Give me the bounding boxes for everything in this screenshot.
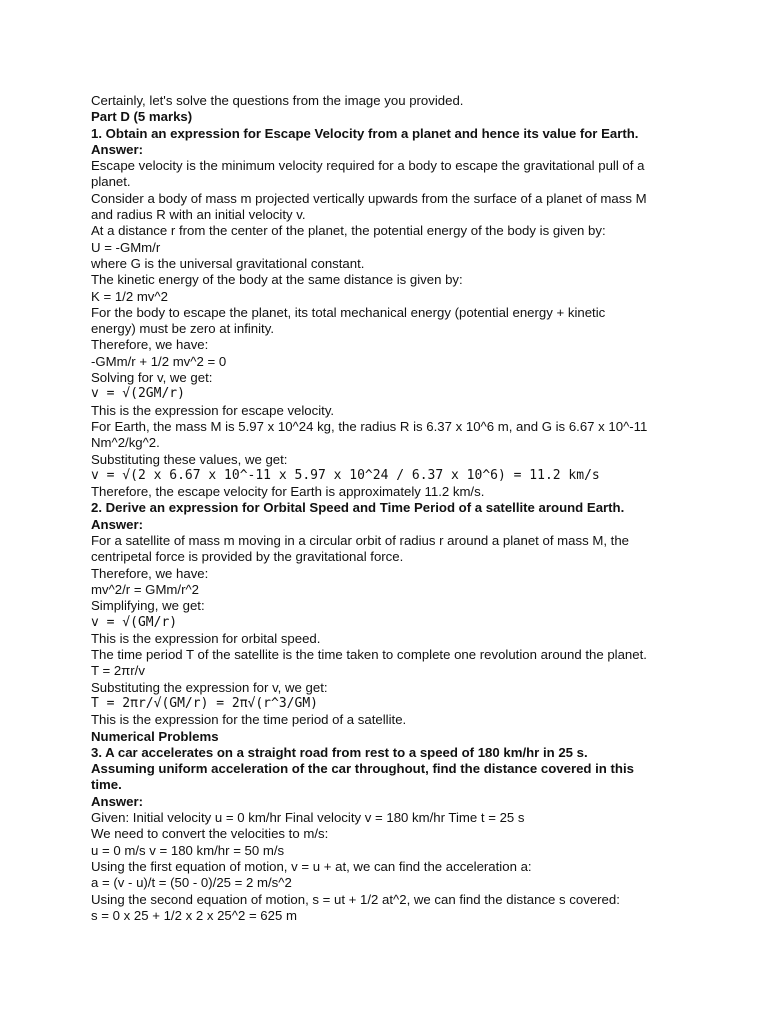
text-line: Certainly, let's solve the questions from the image you provided. xyxy=(91,93,464,108)
text-line: The kinetic energy of the body at the same distance is given by: xyxy=(91,272,463,288)
heading-line: Answer: xyxy=(91,516,144,532)
text-line: Substituting these values, we get: xyxy=(91,451,288,467)
text-line: Therefore, the escape velocity for Earth is approximately 11.2 km/s. xyxy=(91,484,485,500)
text-line: For the body to escape the planet, its total mechanical energy (potential energy + kinetic xyxy=(91,304,606,320)
text-line: Therefore, we have: xyxy=(91,565,209,581)
text-line: This is the expression for orbital speed. xyxy=(91,630,321,646)
text-line: s = 0 x 25 + 1/2 x 2 x 25^2 = 625 m xyxy=(91,907,297,923)
text-line: mv^2/r = GMm/r^2 xyxy=(91,581,199,597)
text-line: This is the expression for escape velocity. xyxy=(91,402,335,418)
text-line: Using the second equation of motion, s = ut + 1/2 at^2, we can find the distance s covered: xyxy=(91,891,620,907)
text-line: Therefore, we have: xyxy=(91,337,209,353)
heading-line: 2. Derive an expression for Orbital Speed and Time Period of a satellite around Earth. xyxy=(91,500,625,516)
text-line: Nm^2/kg^2. xyxy=(91,435,160,451)
equation-line: v = √(2GM/r) xyxy=(91,386,185,402)
equation-line: T = 2πr/√(GM/r) = 2π√(r^3/GM) xyxy=(91,695,318,711)
text-line: where G is the universal gravitational constant. xyxy=(91,255,365,271)
text-line: The time period T of the satellite is the time taken to complete one revolution around the planet. xyxy=(91,647,647,663)
heading-line: 1. Obtain an expression for Escape Velocity from a planet and hence its value for Earth. xyxy=(91,125,639,141)
text-line: Simplifying, we get: xyxy=(91,598,205,614)
text-line: Solving for v, we get: xyxy=(91,370,213,386)
heading-line: time. xyxy=(91,777,122,793)
equation-line: v = √(GM/r) xyxy=(91,614,178,630)
text-line: Escape velocity is the minimum velocity required for a body to escape the gravitational pull of a xyxy=(91,158,645,174)
equation-line: v = √(2 x 6.67 x 10^-11 x 5.97 x 10^24 / 6.37 x 10^6) = 11.2 km/s xyxy=(91,467,600,483)
text-line: For a satellite of mass m moving in a circular orbit of radius r around a planet of mass M, the xyxy=(91,533,629,549)
text-line: This is the expression for the time period of a satellite. xyxy=(91,712,407,728)
text-line: u = 0 m/s v = 180 km/hr = 50 m/s xyxy=(91,842,285,858)
heading-line: Answer: xyxy=(91,141,144,157)
text-line: T = 2πr/v xyxy=(91,663,145,679)
text-line: We need to convert the velocities to m/s: xyxy=(91,826,329,842)
text-line: U = -GMm/r xyxy=(91,239,161,255)
text-line: -GMm/r + 1/2 mv^2 = 0 xyxy=(91,353,227,369)
heading-line: 3. A car accelerates on a straight road from rest to a speed of 180 km/hr in 25 s. xyxy=(91,744,588,760)
text-line: Substituting the expression for v, we get: xyxy=(91,679,328,695)
heading-line: Part D (5 marks) xyxy=(91,109,193,125)
text-line: energy) must be zero at infinity. xyxy=(91,321,274,337)
document-body xyxy=(91,93,691,924)
text-line: Using the first equation of motion, v = u + at, we can find the acceleration a: xyxy=(91,858,532,874)
text-line: centripetal force is provided by the gravitational force. xyxy=(91,549,404,565)
text-line: For Earth, the mass M is 5.97 x 10^24 kg, the radius R is 6.37 x 10^6 m, and G is 6.67 x 10^-11 xyxy=(91,418,648,434)
text-line: K = 1/2 mv^2 xyxy=(91,288,168,304)
text-line: a = (v - u)/t = (50 - 0)/25 = 2 m/s^2 xyxy=(91,875,292,891)
heading-line: Numerical Problems xyxy=(91,728,219,744)
text-line: Given: Initial velocity u = 0 km/hr Final velocity v = 180 km/hr Time t = 25 s xyxy=(91,810,525,826)
text-line: At a distance r from the center of the planet, the potential energy of the body is given by: xyxy=(91,223,606,239)
text-line: Consider a body of mass m projected vertically upwards from the surface of a planet of mass M xyxy=(91,190,647,206)
text-line: and radius R with an initial velocity v. xyxy=(91,207,306,223)
text-line: planet. xyxy=(91,174,131,190)
heading-line: Answer: xyxy=(91,793,144,809)
heading-line: Assuming uniform acceleration of the car throughout, find the distance covered in this xyxy=(91,761,634,777)
